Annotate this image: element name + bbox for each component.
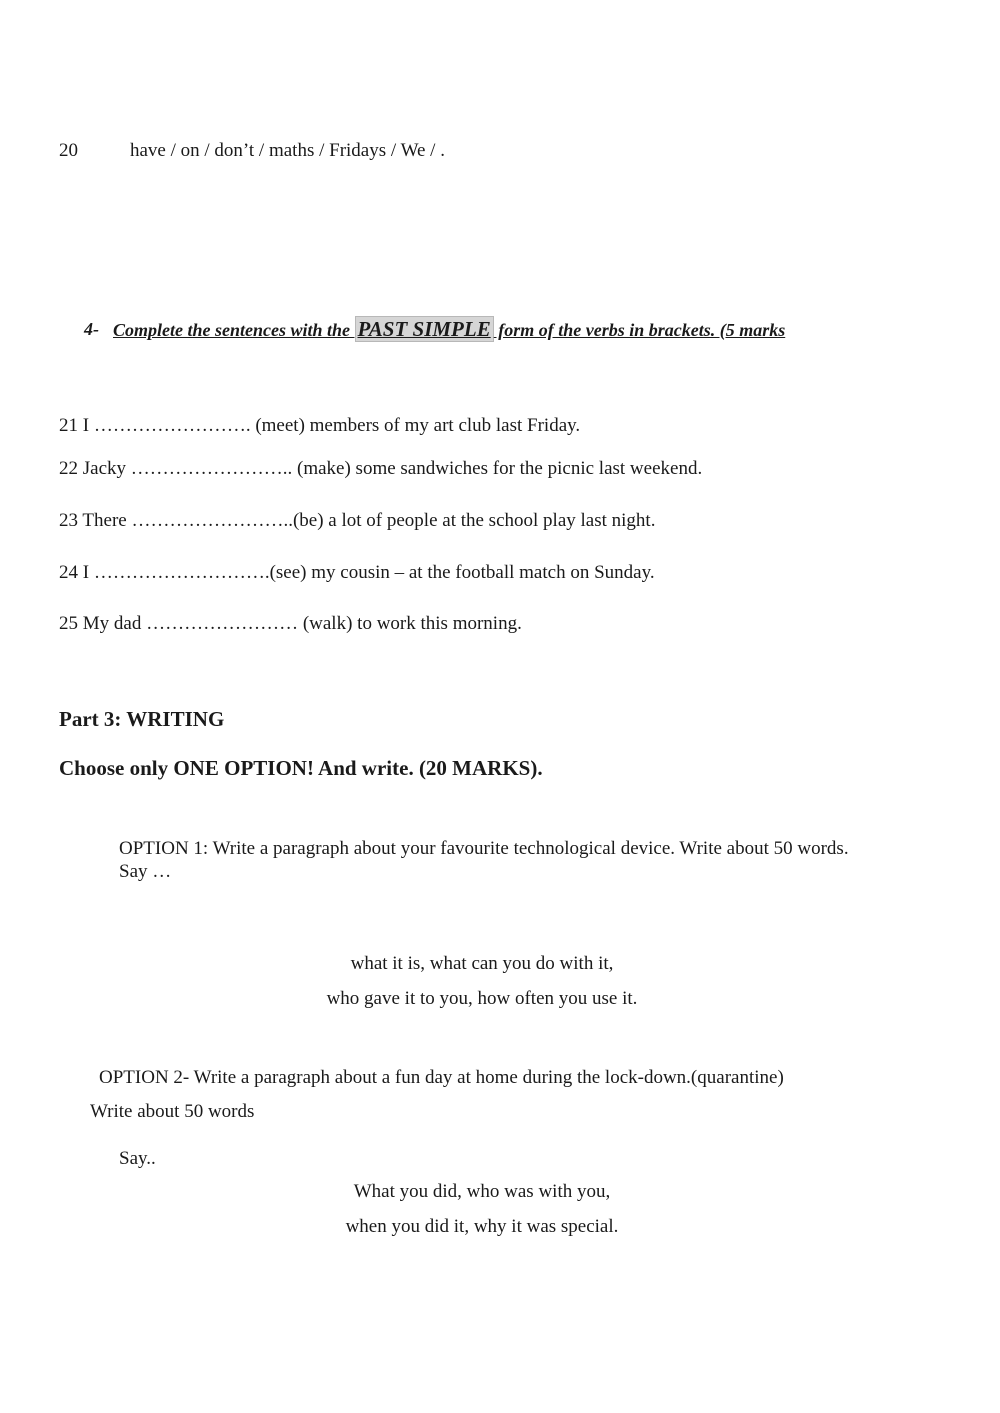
option-1-block — [119, 837, 859, 883]
sentence-25: 25 My dad …………………… (walk) to work this morning. — [59, 613, 522, 634]
option-1-prompt-line-1: what it is, what can you do with it, — [350, 953, 614, 974]
item-20-number: 20 — [59, 140, 78, 161]
sentence-21: 21 I ……………………. (meet) members of my art club last Friday. — [59, 415, 581, 436]
past-simple-highlight: PAST SIMPLE — [355, 316, 494, 342]
task-4-text-after: form of the verbs in brackets. (5 marks — [493, 320, 786, 340]
part-3-heading: Part 3: WRITING — [59, 707, 225, 731]
item-20-scrambled-words: have / on / don’t / maths / Fridays / We / . — [130, 140, 445, 161]
option-2-prompt-line-1: What you did, who was with you, — [353, 1181, 611, 1202]
sentence-24: 24 I ……………………….(see) my cousin – at the football match on Sunday. — [59, 562, 655, 583]
sentence-23: 23 There ……………………..(be) a lot of people at the school play last night. — [59, 510, 656, 531]
option-2-prompt-line-2: when you did it, why it was special. — [345, 1216, 619, 1237]
option-2-word-count: Write about 50 words — [90, 1101, 255, 1122]
sentence-22: 22 Jacky …………………….. (make) some sandwiches for the picnic last weekend. — [59, 458, 703, 479]
task-4-number: 4- — [84, 319, 99, 339]
option-1-prompt-line-2: who gave it to you, how often you use it. — [326, 988, 638, 1009]
option-1-text: OPTION 1: Write a paragraph about your favourite technological device. Write about 50 words. — [119, 838, 849, 859]
writing-instruction: Choose only ONE OPTION! And write. (20 MARKS). — [59, 756, 543, 780]
task-4-text-before: Complete the sentences with the — [113, 320, 355, 340]
task-4-heading — [84, 314, 824, 345]
option-1-say: Say … — [119, 861, 172, 882]
option-2-text: OPTION 2- Write a paragraph about a fun day at home during the lock-down.(quarantine) — [99, 1067, 784, 1088]
option-2-say: Say.. — [119, 1148, 156, 1169]
